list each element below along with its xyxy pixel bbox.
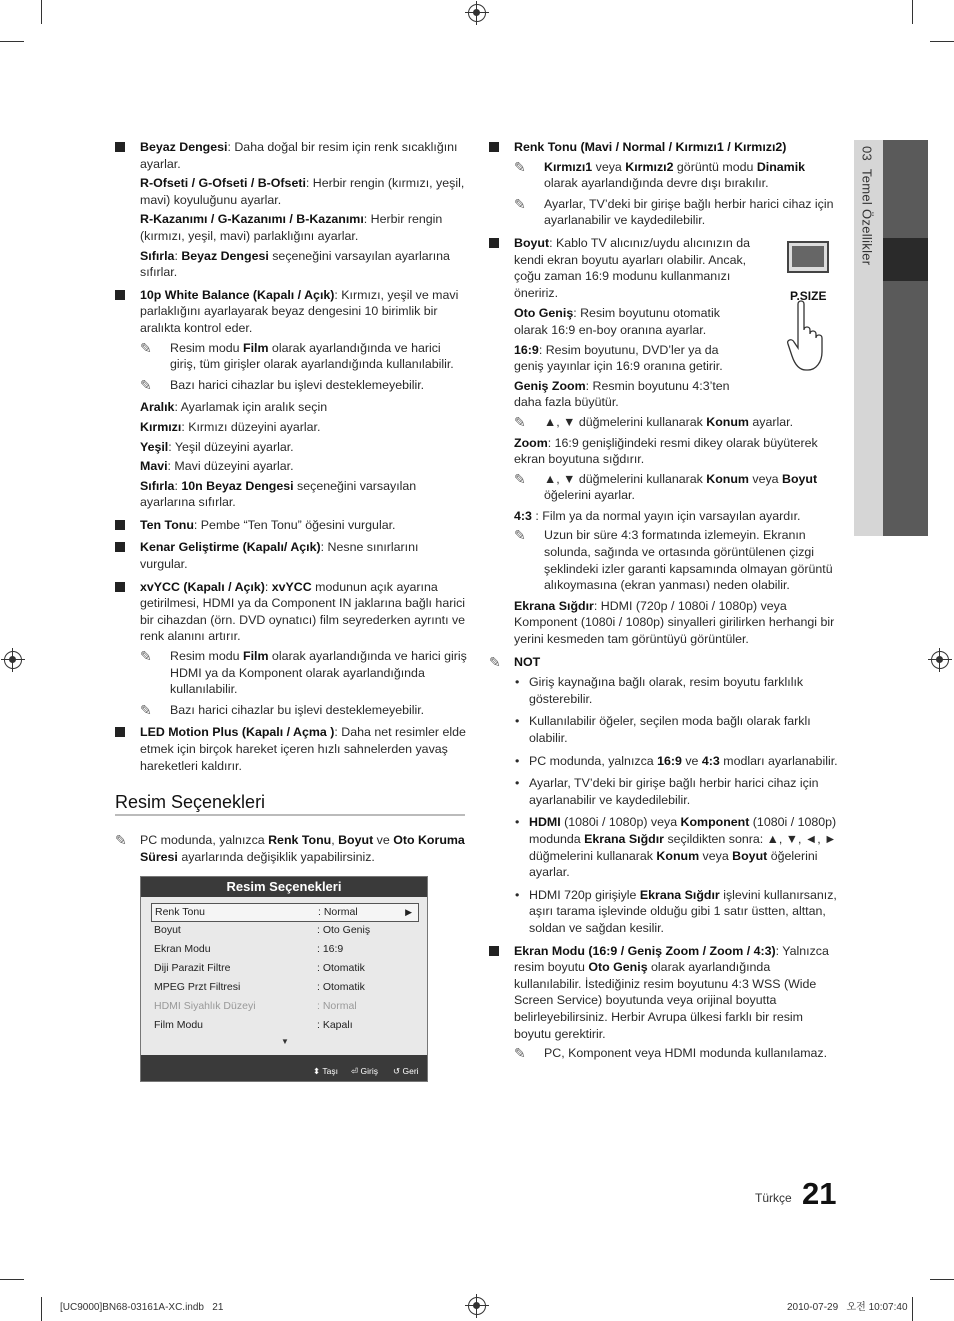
paragraph: Ekrana Sığdır: HDMI (720p / 1080i / 1080p) veya Komponent (1080i / 1080p) sinyalleri girilirken herhangi bir yerini kesmeden tam görüntüyü görüntüler.: [514, 598, 835, 647]
osd-row-label: Ekran Modu: [154, 943, 211, 955]
osd-menu-row[interactable]: [151, 903, 419, 922]
footer-language: Türkçe: [755, 1191, 792, 1205]
bullet-icon: •: [515, 776, 520, 791]
tv-icon: [787, 241, 829, 273]
right-column: [489, 139, 839, 1068]
pencil-note-icon: ✎: [514, 470, 526, 487]
list-item: • HDMI 720p girişiyle Ekrana Sığdır işlevini kullanırsanız, aşırı tarama işlevinde olduğu gibi 1 satır üstten, alttan, soldan ve sağdan kesilir.: [515, 887, 837, 935]
paragraph: LED Motion Plus (Kapalı / Açma ): Daha net resimler elde etmek için birçok hareket içeren hızlı sahnelerden yavaş hareketleri kaldırır.: [140, 725, 466, 773]
paragraph: Zoom: 16:9 genişliğindeki resmi dikey olarak büyüterek ekran boyutuna sığdırır.: [514, 435, 818, 467]
list-item: • HDMI (1080i / 1080p) veya Komponent (1080i / 1080p) modunda Ekrana Sığdır seçildikten sonra: ▲, ▼, ◄, ► düğmelerini kullanarak Konum veya Boyut öğelerini ayarlar.: [515, 815, 837, 880]
not-heading: ✎ NOT: [489, 653, 541, 670]
square-bullet-icon: [115, 542, 125, 552]
osd-row-value: : Normal: [318, 906, 358, 918]
note: [514, 159, 839, 192]
paragraph: Sıfırla: Beyaz Dengesi seçeneğini varsayılan ayarlarına sıfırlar.: [140, 248, 450, 280]
enter-icon: ⏎: [351, 1066, 359, 1076]
note-text: PC, Komponent veya HDMI modunda kullanılamaz.: [544, 1046, 828, 1061]
note-text: Resim modu Film olarak ayarlandığında ve harici giriş HDMI ya da Komponent olarak ayarlandığında kullanılabilir.: [170, 649, 467, 697]
osd-menu-row[interactable]: [151, 941, 419, 960]
up-down-icon: ⬍: [313, 1066, 321, 1076]
note: [514, 196, 839, 229]
paragraph: Ekran Modu (16:9 / Geniş Zoom / Zoom / 4:3): Yalnızca resim boyutu Oto Geniş olarak ayarlandığında kullanılabilir. İstediğiniz resim boyutunu 4:3 WSS (Wide Screen Service) boyutunda veya orijinal boyutta belirleyebilirsiniz. Herbir Avrupa ülkesi farklı bir resim boyutu gerektirir.: [514, 943, 829, 1041]
right-arrow-icon: ▶: [405, 907, 412, 917]
osd-row-value: : 16:9: [317, 943, 344, 955]
note: [140, 377, 467, 394]
crop-mark: [912, 0, 913, 24]
paragraph: Yeşil: Yeşil düzeyini ayarlar.: [140, 439, 294, 454]
registration-mark-icon: [468, 4, 486, 22]
note-text: Uzun bir süre 4:3 formatında izlemeyin. Ekranın solunda, sağında ve ortasında görüntülenen çizgi şeklindeki izler garanti kapsamında olmayan görüntü alıkoymasına (ekran yanması) neden olabilir.: [544, 528, 833, 593]
square-bullet-icon: [489, 142, 499, 152]
paragraph: 16:9: Resim boyutunu, DVD’ler ya da geniş yayınlar için 16:9 oranına getirir.: [514, 342, 723, 374]
crop-mark: [930, 1279, 954, 1280]
note: [140, 648, 467, 698]
return-icon: ↺: [393, 1066, 401, 1076]
paragraph: Sıfırla: 10n Beyaz Dengesi seçeneğini varsayılan ayarlarına sıfırlar.: [140, 478, 417, 510]
list-item-beyaz-dengesi: [115, 139, 467, 281]
paragraph: Mavi: Mavi düzeyini ayarlar.: [140, 459, 294, 474]
paragraph: Kenar Geliştirme (Kapalı/ Açık): Nesne sınırlarını vurgular.: [140, 540, 419, 572]
paragraph: 4:3 : Film ya da normal yayın için varsayılan ayardır.: [514, 508, 801, 523]
crop-mark: [0, 1279, 24, 1280]
osd-menu-row-disabled: [151, 998, 419, 1017]
square-bullet-icon: [115, 582, 125, 592]
registration-mark-icon: [931, 651, 949, 669]
pencil-note-icon: ✎: [514, 527, 526, 544]
osd-move-hint: ⬍ Taşı: [313, 1066, 338, 1076]
pencil-note-icon: ✎: [140, 701, 152, 718]
list-item-kenar: [115, 539, 467, 572]
file-info: [UC9000]BN68-03161A-XC.indb 21: [60, 1302, 224, 1313]
osd-row-value: : Otomatik: [317, 981, 365, 993]
list-item-xvycc: [115, 579, 467, 719]
osd-menu-title: Resim Seçenekleri: [141, 877, 427, 897]
section-note: [115, 832, 467, 869]
print-datetime: 2010-07-29 오전 10:07:40: [787, 1302, 908, 1313]
list-item-renk-tonu: [489, 139, 839, 229]
note: [514, 414, 839, 431]
osd-row-value: : Kapalı: [317, 1019, 353, 1031]
square-bullet-icon: [115, 290, 125, 300]
pencil-note-icon: ✎: [514, 413, 526, 430]
osd-row-value: : Otomatik: [317, 962, 365, 974]
note: [514, 471, 839, 504]
paragraph: xvYCC (Kapalı / Açık): xvYCC modunun açık ayarına getirilmesi, HDMI ya da Component IN jaklarına bağlı harici bir cihazdan (örn. DVD oynatıcı) film seyrederken ayrıntı ve renk alanını artırır.: [140, 579, 466, 644]
left-column: [115, 139, 467, 780]
scroll-down-icon[interactable]: ▼: [281, 1037, 289, 1046]
osd-row-label: Diji Parazit Filtre: [154, 962, 231, 974]
osd-row-value: : Normal: [317, 1000, 357, 1012]
list-item-10p-white-balance: [115, 287, 467, 511]
not-list: [489, 674, 839, 936]
square-bullet-icon: [489, 946, 499, 956]
chapter-tab-dark: [883, 140, 928, 536]
osd-row-label: Film Modu: [154, 1019, 204, 1031]
paragraph: Aralık: Ayarlamak için aralık seçin: [140, 400, 328, 415]
list-item: • Kullanılabilir öğeler, seçilen moda bağlı olarak farklı olabilir.: [515, 714, 811, 745]
pencil-note-icon: ✎: [514, 195, 526, 212]
note: [140, 702, 467, 719]
paragraph: Beyaz Dengesi: Daha doğal bir resim için renk sıcaklığını ayarlar.: [140, 140, 458, 171]
pencil-note-icon: ✎: [140, 648, 152, 665]
registration-mark-icon: [468, 1297, 486, 1315]
hand-press-icon: [786, 300, 836, 372]
chapter-tab-label: 03 Temel Özellikler: [859, 146, 875, 266]
paragraph: Oto Geniş: Resim boyutunu otomatik olarak 16:9 en-boy oranına ayarlar.: [514, 306, 720, 337]
list-item-led-motion: [115, 724, 467, 774]
section-title: Resim Seçenekleri: [115, 794, 465, 816]
pencil-note-icon: ✎: [140, 376, 152, 393]
paragraph: Boyut: Kablo TV alıcınız/uydu alıcınızın da kendi ekran boyutu ayarları olabilir. Ancak, çoğu zaman 16:9 modunu kullanmanızı öneririz.: [514, 235, 750, 300]
square-bullet-icon: [489, 238, 499, 248]
osd-enter-hint: ⏎ Giriş: [351, 1066, 378, 1076]
note-text: Bazı harici cihazlar bu işlevi desteklemeyebilir.: [170, 702, 425, 717]
osd-back-hint: ↺ Geri: [393, 1066, 419, 1076]
osd-menu-row[interactable]: [151, 979, 419, 998]
note-text: Kırmızı1 veya Kırmızı2 görüntü modu Dinamik olarak ayarlandığında devre dışı bırakılır.: [544, 159, 806, 191]
note-text: ▲, ▼ düğmelerini kullanarak Konum ayarlar.: [544, 414, 794, 429]
psize-button-label: P.SIZE: [790, 289, 827, 303]
square-bullet-icon: [115, 727, 125, 737]
list-item: • PC modunda, yalnızca 16:9 ve 4:3 modları ayarlanabilir.: [515, 753, 838, 768]
pencil-note-icon: ✎: [514, 1045, 526, 1062]
osd-footer: [141, 1055, 427, 1081]
osd-row-value: : Oto Geniş: [317, 924, 371, 936]
note-text: Bazı harici cihazlar bu işlevi desteklemeyebilir.: [170, 377, 425, 392]
list-item: • Ayarlar, TV’deki bir girişe bağlı herbir harici cihaz için ayarlanabilir ve kaydedilebilir.: [515, 776, 819, 807]
note-text: ▲, ▼ düğmelerini kullanarak Konum veya Boyut öğelerini ayarlar.: [544, 471, 818, 503]
bullet-icon: •: [515, 815, 520, 830]
bullet-icon: •: [515, 675, 520, 690]
pencil-note-icon: ✎: [489, 653, 501, 670]
list-item-boyut: [489, 235, 839, 648]
pencil-note-icon: ✎: [140, 339, 152, 356]
paragraph: Geniş Zoom: Resmin boyutunu 4:3’ten daha fazla büyütür.: [514, 378, 730, 410]
note: [140, 340, 467, 373]
note-text: PC modunda, yalnızca Renk Tonu, Boyut ve Oto Koruma Süresi ayarlarında değişiklik yapabilirsiniz.: [140, 833, 465, 864]
square-bullet-icon: [115, 520, 125, 530]
osd-menu: [140, 876, 428, 1082]
bullet-icon: •: [515, 887, 520, 902]
crop-mark: [0, 41, 24, 42]
crop-mark: [930, 41, 954, 42]
page-number: 21: [802, 1176, 837, 1211]
list-item-ekran-modu: [489, 943, 839, 1062]
bullet-icon: •: [515, 753, 520, 768]
osd-row-label: Boyut: [154, 924, 181, 936]
square-bullet-icon: [115, 142, 125, 152]
pencil-note-icon: ✎: [514, 158, 526, 175]
note: [514, 527, 839, 593]
osd-menu-row[interactable]: [151, 922, 419, 941]
note: [514, 1045, 839, 1062]
pencil-note-icon: ✎: [115, 832, 127, 848]
crop-mark: [41, 0, 42, 24]
note-text: Ayarlar, TV’deki bir girişe bağlı herbir harici cihaz için ayarlanabilir ve kaydedilebilir.: [544, 196, 834, 228]
registration-mark-icon: [4, 651, 22, 669]
list-item-ten-tonu: [115, 517, 467, 534]
paragraph: R-Ofseti / G-Ofseti / B-Ofseti: Herbir rengin (kırmızı, yeşil, mavi) koyuluğunu ayarlar.: [140, 176, 465, 207]
paragraph: Kırmızı: Kırmızı düzeyini ayarlar.: [140, 419, 321, 434]
crop-mark: [41, 1297, 42, 1321]
paragraph: 10p White Balance (Kapalı / Açık): Kırmızı, yeşil ve mavi parlaklığını ayarlayarak beyaz dengesini 10 birimlik bir aralıkta kontrol eder.: [140, 287, 459, 335]
osd-row-label: Renk Tonu: [155, 906, 206, 918]
list-item: • Giriş kaynağına bağlı olarak, resim boyutu farklılık gösterebilir.: [515, 675, 804, 706]
paragraph: R-Kazanımı / G-Kazanımı / B-Kazanımı: Herbir rengin (kırmızı, yeşil, mavi) parlaklığını ayarlar.: [140, 212, 443, 243]
bullet-icon: •: [515, 714, 520, 729]
note: [115, 832, 467, 865]
crop-mark: [912, 1297, 913, 1321]
chapter-tab-marker: [883, 238, 928, 281]
paragraph: Ten Tonu: Pembe “Ten Tonu” öğesini vurgular.: [140, 517, 396, 532]
osd-menu-row[interactable]: [151, 960, 419, 979]
paragraph: Renk Tonu (Mavi / Normal / Kırmızı1 / Kırmızı2): [514, 140, 787, 154]
osd-row-label: HDMI Siyahlık Düzeyi: [154, 1000, 256, 1012]
note-text: Resim modu Film olarak ayarlandığında ve harici giriş, tüm girişler olarak ayarlandığında kullanılabilir.: [170, 340, 454, 372]
osd-row-label: MPEG Przt Filtresi: [154, 981, 241, 993]
